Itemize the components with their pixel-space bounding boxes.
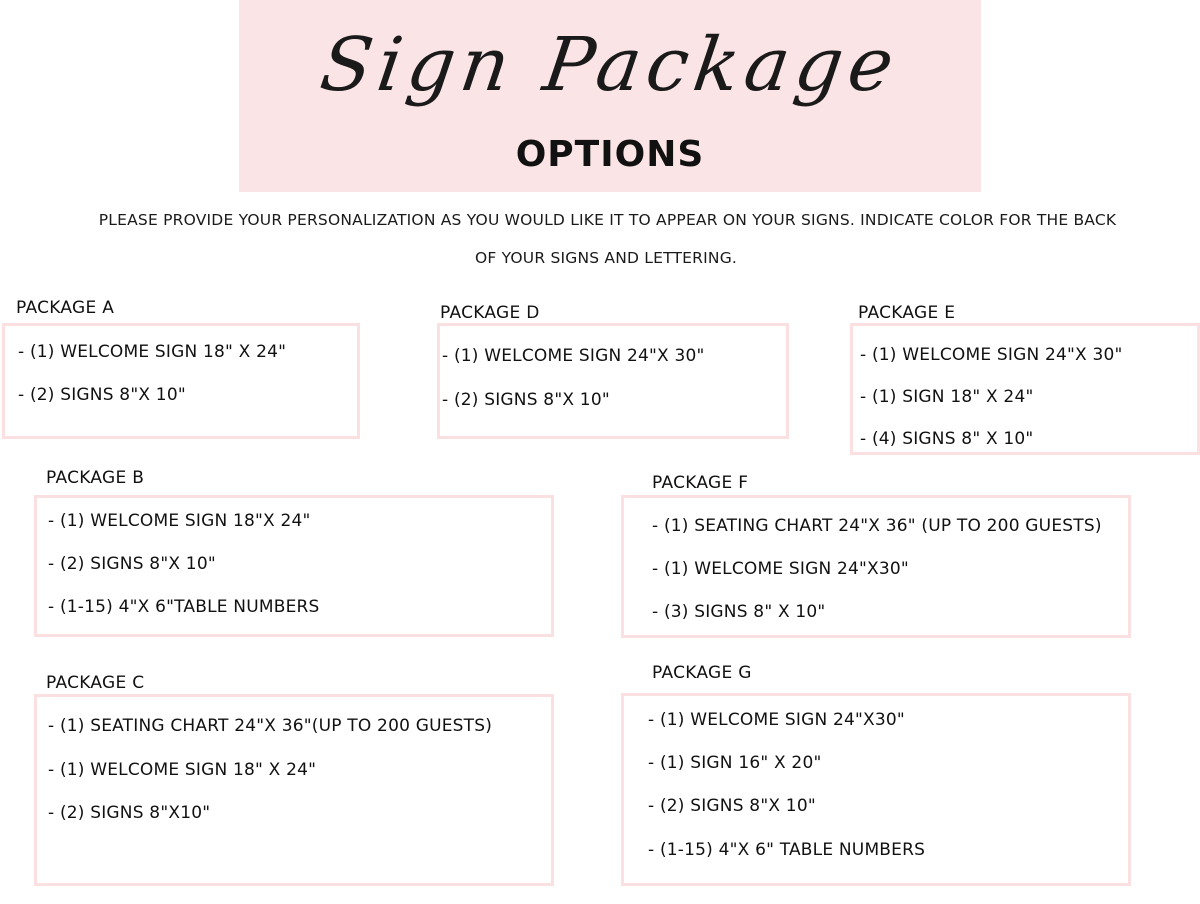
package-d-title: PACKAGE D (440, 303, 540, 323)
package-b-item: - (2) SIGNS 8"X 10" (48, 554, 216, 574)
package-e-item: - (1) SIGN 18" X 24" (860, 387, 1034, 407)
package-b-item: - (1-15) 4"X 6"TABLE NUMBERS (48, 597, 320, 617)
package-e-title: PACKAGE E (858, 303, 956, 323)
package-a-box (2, 323, 360, 439)
package-g-title: PACKAGE G (652, 663, 752, 683)
package-a-item: - (2) SIGNS 8"X 10" (18, 385, 186, 405)
package-f-item: - (3) SIGNS 8" X 10" (652, 602, 826, 622)
package-g-item: - (1) WELCOME SIGN 24"X30" (648, 710, 905, 730)
header-banner (239, 0, 981, 192)
package-b-item: - (1) WELCOME SIGN 18"X 24" (48, 511, 311, 531)
package-f-title: PACKAGE F (652, 473, 749, 493)
package-a-title: PACKAGE A (16, 298, 115, 318)
package-d-box (437, 323, 789, 439)
package-g-item: - (2) SIGNS 8"X 10" (648, 796, 816, 816)
package-c-item: - (1) WELCOME SIGN 18" X 24" (48, 760, 317, 780)
package-b-title: PACKAGE B (46, 468, 145, 488)
package-e-item: - (1) WELCOME SIGN 24"X 30" (860, 345, 1123, 365)
package-a-item: - (1) WELCOME SIGN 18" X 24" (18, 342, 287, 362)
package-c-item: - (2) SIGNS 8"X10" (48, 803, 211, 823)
script-title: Sign Package (315, 22, 905, 108)
package-g-item: - (1-15) 4"X 6" TABLE NUMBERS (648, 840, 926, 860)
package-g-item: - (1) SIGN 16" X 20" (648, 753, 822, 773)
package-d-item: - (1) WELCOME SIGN 24"X 30" (442, 346, 705, 366)
package-e-item: - (4) SIGNS 8" X 10" (860, 429, 1034, 449)
package-f-item: - (1) WELCOME SIGN 24"X30" (652, 559, 909, 579)
instructions-line-2: OF YOUR SIGNS AND LETTERING. (474, 249, 738, 267)
package-f-item: - (1) SEATING CHART 24"X 36" (UP TO 200 GUESTS) (652, 516, 1102, 536)
package-c-title: PACKAGE C (46, 673, 145, 693)
options-heading: OPTIONS (515, 134, 705, 175)
package-d-item: - (2) SIGNS 8"X 10" (442, 390, 610, 410)
package-c-item: - (1) SEATING CHART 24"X 36"(UP TO 200 GUESTS) (48, 716, 493, 736)
instructions-line-1: PLEASE PROVIDE YOUR PERSONALIZATION AS YOU WOULD LIKE IT TO APPEAR ON YOUR SIGNS. INDICATE COLOR FOR THE BACK (98, 211, 1117, 229)
